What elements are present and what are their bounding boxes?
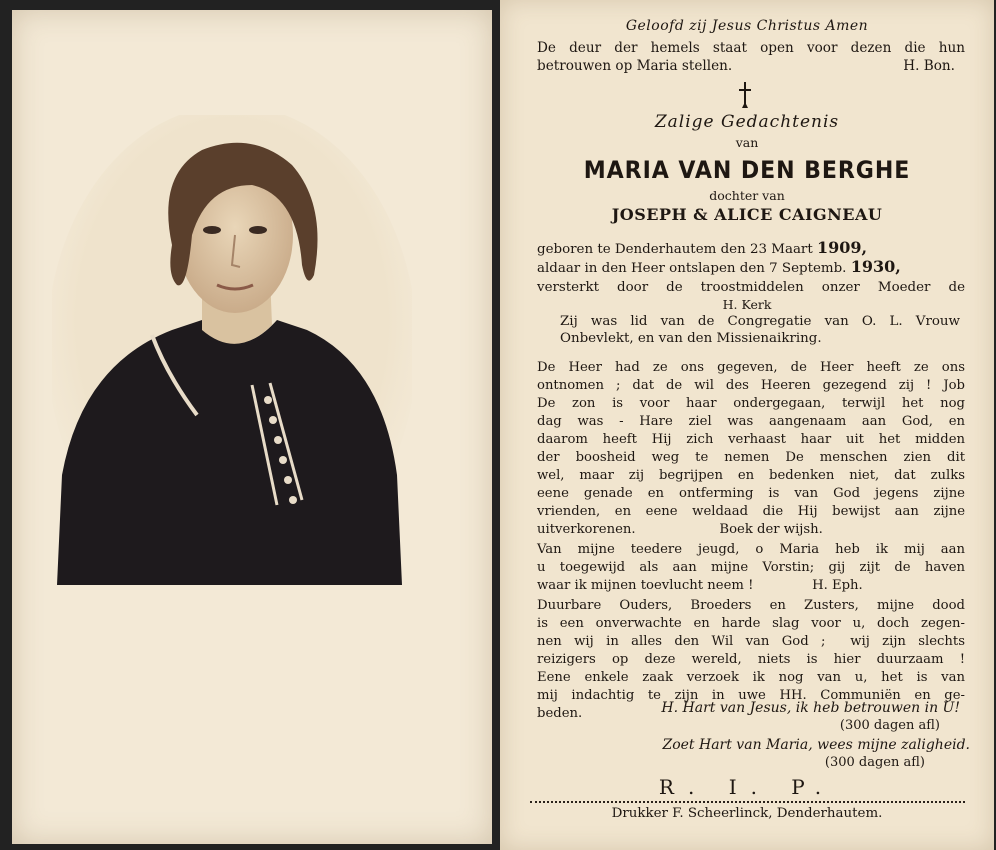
memorial-title: Zalige Gedachtenis [654,112,840,132]
text-line: Van mijne teedere jeugd, o Maria heb ik mij aan [537,542,965,557]
text-line: reizigers op deze wereld, niets is hier duurzaam ! [537,652,965,667]
divider [530,801,965,803]
birth-line [537,238,965,257]
church-line: H. Kerk [722,297,772,312]
birth-text: geboren te Denderhautem den 23 Maart [537,242,813,257]
closing-prayer-1: H. Hart van Jesus, ik heb betrouwen in U! [661,700,960,716]
congregation-line-2: Onbevlekt, en van den Missienaikring. [560,331,822,346]
birth-year: 1909, [816,238,868,257]
text-line: daarom heeft Hij zich verhaast haar uit het midden [537,432,965,447]
text-line: beden. [537,706,583,721]
quote-source: H. Bon. [903,58,955,74]
indulgence-1: (300 dagen afl) [839,718,940,733]
deceased-name: MARIA VAN DEN BERGHE [583,156,911,184]
opening-prayer: Geloofd zij Jesus Christus Amen [625,18,869,34]
text-line: Eene enkele zaak verzoek ik nog van u, het is van [537,670,965,685]
death-text: aldaar in den Heer ontslapen den 7 Septemb. [537,261,847,276]
congregation-line: Zij was lid van de Congregatie van O. L. Vrouw [560,314,960,329]
text-line: dag was - Hare ziel was aangenaam aan God, en [537,414,965,429]
text-line: u toegewijd als aan mijne Vorstin; gij zijt de haven [537,560,965,575]
van-label: van [735,135,759,150]
indulgence-2: (300 dagen afl) [824,755,925,770]
cross-icon [737,82,753,108]
printer-credit: Drukker F. Scheerlinck, Denderhautem. [611,806,883,821]
text-line: Duurbare Ouders, Broeders en Zusters, mijne dood [537,598,965,613]
text-line: waar ik mijnen toevlucht neem ! H. Eph. [537,578,863,593]
closing-prayer-2: Zoet Hart van Maria, wees mijne zaligheid. [662,737,970,753]
text-line: mij indachtig te zijn in uwe HH. Communiën en ge- [537,688,965,703]
rip-text: R. I. P. [658,775,836,799]
text-line: eene genade en ontferming is van God jegens zijne [537,486,965,501]
memorial-text-card [500,0,994,850]
quote-line-2-text: betrouwen op Maria stellen. [537,58,733,74]
text-line: der boosheid weg te nemen De menschen zien dit [537,450,965,465]
text-line: De Heer had ze ons gegeven, de Heer heeft ze ons [537,360,965,375]
text-line: De zon is voor haar ondergegaan, terwijl het nog [537,396,965,411]
text-line: ontnomen ; dat de wil des Heeren gezegend zij ! Job [537,378,965,393]
text-line: nen wij in alles den Wil van God ; wij zijn slechts [537,634,965,649]
parents-names: JOSEPH & ALICE CAIGNEAU [611,205,883,224]
sacraments-line: versterkt door de troostmiddelen onzer Moeder de [537,280,965,295]
text-line: vrienden, en eene weldaad die Hij bewijst aan zijne [537,504,965,519]
death-year: 1930, [850,257,901,276]
quote-line-1: De deur der hemels staat open voor dezen die hun [537,40,965,56]
photo-card [12,10,492,844]
quote-line-2 [537,58,965,74]
text-line: uitverkorenen. Boek der wijsh. [537,522,823,537]
text-line: is een onverwachte en harde slag voor u, doch zegen- [537,616,965,631]
portrait-photo [52,115,412,585]
daughter-of-label: dochter van [709,188,785,203]
text-line: wel, maar zij begrijpen en bedenken niet, dat zulks [537,468,965,483]
death-line [537,257,965,276]
